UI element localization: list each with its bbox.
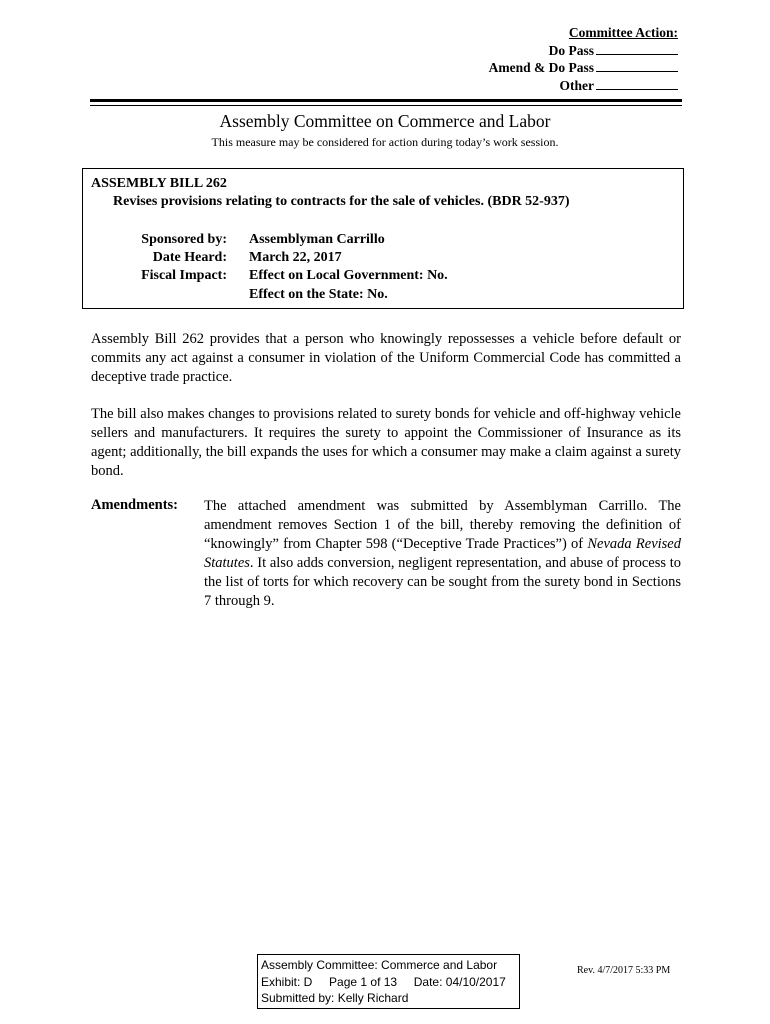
amendments-text-italic: Nevada Revised Statutes: [204, 536, 681, 571]
exhibit-submitted-by: Submitted by: Kelly Richard: [261, 991, 409, 1005]
summary-paragraph-2: The bill also makes changes to provisions related to surety bonds for vehicle and off-highway vehicle sellers and manufacturers. It requires the surety to appoint the Commissioner of Insurance as its agent; additionally, the bill expands the uses for which a consumer may make a claim against a surety bond.: [91, 406, 681, 479]
amendments-text: [204, 497, 681, 611]
blank-line: [596, 59, 678, 72]
option-amend-do-pass: [489, 59, 678, 77]
sponsored-value: Assemblyman Carrillo: [249, 232, 385, 247]
option-label: Amend & Do Pass: [488, 60, 594, 75]
date-heard-label: Date Heard:: [152, 250, 227, 265]
option-other: [489, 77, 678, 95]
committee-action-title: Committee Action:: [568, 25, 678, 40]
bill-description: Revises provisions relating to contracts for the sale of vehicles. (BDR 52-937): [113, 194, 570, 209]
amendments-text-part2: . It also adds conversion, negligent representation, and abuse of process to the list of torts for which recovery can be sought from the surety bond in Sections 7 through 9.: [204, 555, 681, 609]
blank-line: [596, 42, 678, 55]
exhibit-committee: Assembly Committee: Commerce and Labor: [261, 958, 498, 972]
summary-paragraph-1: Assembly Bill 262 provides that a person who knowingly repossesses a vehicle before default or commits any act against a consumer in violation of the Uniform Commercial Code has committed a deceptive trade practice.: [91, 331, 681, 385]
sponsored-label: Sponsored by:: [141, 232, 227, 247]
revision-timestamp: Rev. 4/7/2017 5:33 PM: [577, 965, 671, 976]
blank-line: [596, 77, 678, 90]
option-do-pass: [489, 42, 678, 60]
header-divider-thin: [90, 105, 682, 106]
amendments-text-part1: The attached amendment was submitted by Assemblyman Carrillo. The amendment removes Section 1 of the bill, thereby removing the definition of “knowingly” from Chapter 598 (“Deceptive Trade Practices”) of: [204, 498, 681, 552]
exhibit-details: Exhibit: D Page 1 of 13 Date: 04/10/2017: [261, 974, 506, 989]
option-label: Other: [559, 77, 594, 93]
bill-summary-box: [82, 168, 684, 309]
date-heard-value: March 22, 2017: [249, 250, 342, 265]
committee-heading: Assembly Committee on Commerce and Labor: [219, 111, 551, 131]
amendments-label: Amendments:: [91, 497, 178, 513]
bill-number: ASSEMBLY BILL 262: [91, 176, 227, 191]
committee-action-block: [489, 24, 678, 94]
option-label: Do Pass: [548, 42, 594, 58]
fiscal-impact-state: Effect on the State: No.: [249, 287, 388, 302]
header-divider-thick: [90, 99, 682, 102]
fiscal-impact-label: Fiscal Impact:: [141, 268, 227, 283]
work-session-note: This measure may be considered for action during today’s work session.: [211, 135, 559, 149]
fiscal-impact-local: Effect on Local Government: No.: [249, 268, 448, 283]
exhibit-stamp: [257, 954, 520, 1009]
